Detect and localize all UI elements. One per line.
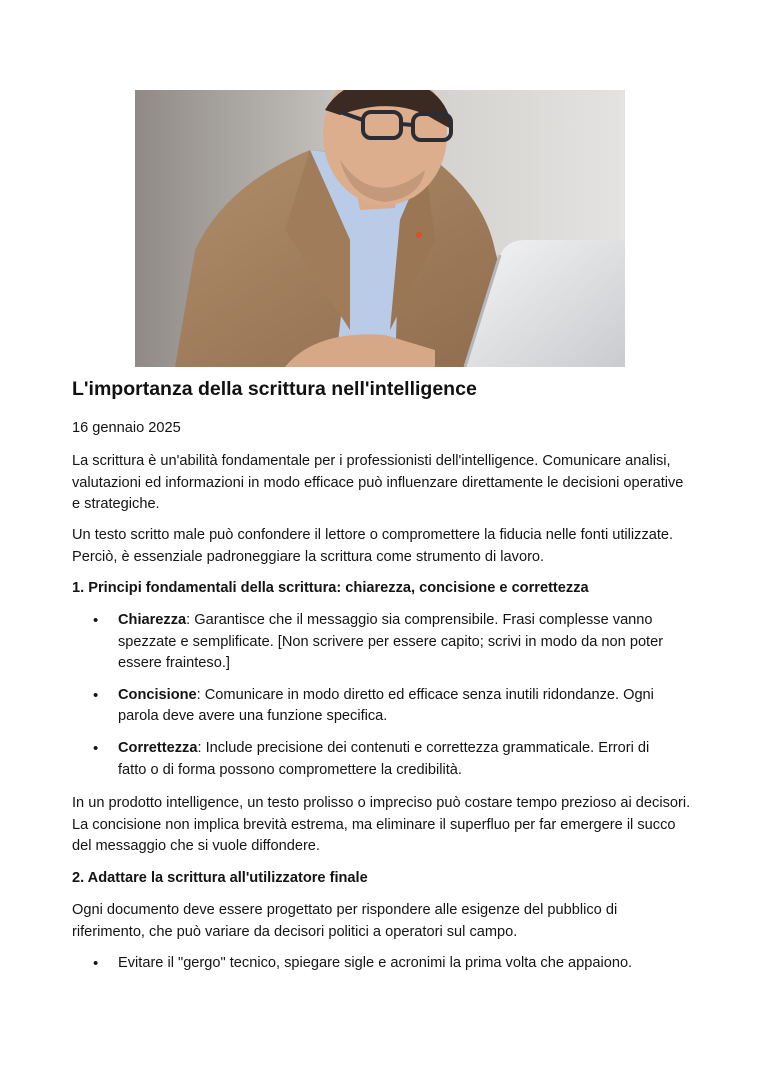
article-title: L'importanza della scrittura nell'intelligence xyxy=(72,378,477,400)
list-item xyxy=(72,738,672,781)
section-1-heading: 1. Principi fondamentali della scrittura: chiarezza, concisione e correttezza xyxy=(72,580,589,596)
section-2-body: Ogni documento deve essere progettato per rispondere alle esigenze del pubblico di riferimento, che può variare da decisori politici a operatori sul campo. xyxy=(72,902,618,940)
list-item-text: : Comunicare in modo diretto ed efficace senza inutili ridondanze. Ogni parola deve avere una funzione specifica. xyxy=(118,686,654,725)
intro-paragraph-2: Un testo scritto male può confondere il lettore o compromettere la fiducia nelle fonti utilizzate. Perciò, è essenziale padroneggiare la scrittura come strumento di lavoro. xyxy=(72,527,674,565)
list-item-text: : Garantisce che il messaggio sia comprensibile. Frasi complesse vanno spezzate e semplificate. [Non scrivere per essere capito; scrivi in modo da non poter essere frainteso.] xyxy=(118,612,664,672)
audience-list xyxy=(72,953,672,975)
list-item-term: Correttezza xyxy=(118,739,198,756)
list-item xyxy=(72,610,672,675)
list-item-term: Chiarezza xyxy=(118,612,187,628)
article-date: 16 gennaio 2025 xyxy=(72,420,181,436)
list-item: • Evitare il "gergo" tecnico, spiegare sigle e acronimi la prima volta che appaiono. xyxy=(72,953,672,975)
principles-list xyxy=(72,610,672,791)
header-photo xyxy=(135,90,625,367)
intro-paragraph: La scrittura è un'abilità fondamentale per i professionisti dell'intelligence. Comunicare analisi, valutazioni ed informazioni in modo efficace può influenzare direttamente le decisioni operative e strategiche. xyxy=(72,453,684,513)
section-2-heading: 2. Adattare la scrittura all'utilizzatore finale xyxy=(72,870,368,886)
list-item-term: Concisione xyxy=(118,686,197,703)
section-1-closing: In un prodotto intelligence, un testo prolisso o impreciso può costare tempo prezioso ai decisori. La concisione non implica brevità estrema, ma eliminare il superfluo per far emergere il succo del messaggio che si vuole diffondere. xyxy=(72,795,691,855)
list-item xyxy=(72,685,672,728)
list-item-text: : Include precisione dei contenuti e correttezza grammaticale. Errori di fatto o di forma possono compromettere la credibilità. xyxy=(118,739,650,778)
